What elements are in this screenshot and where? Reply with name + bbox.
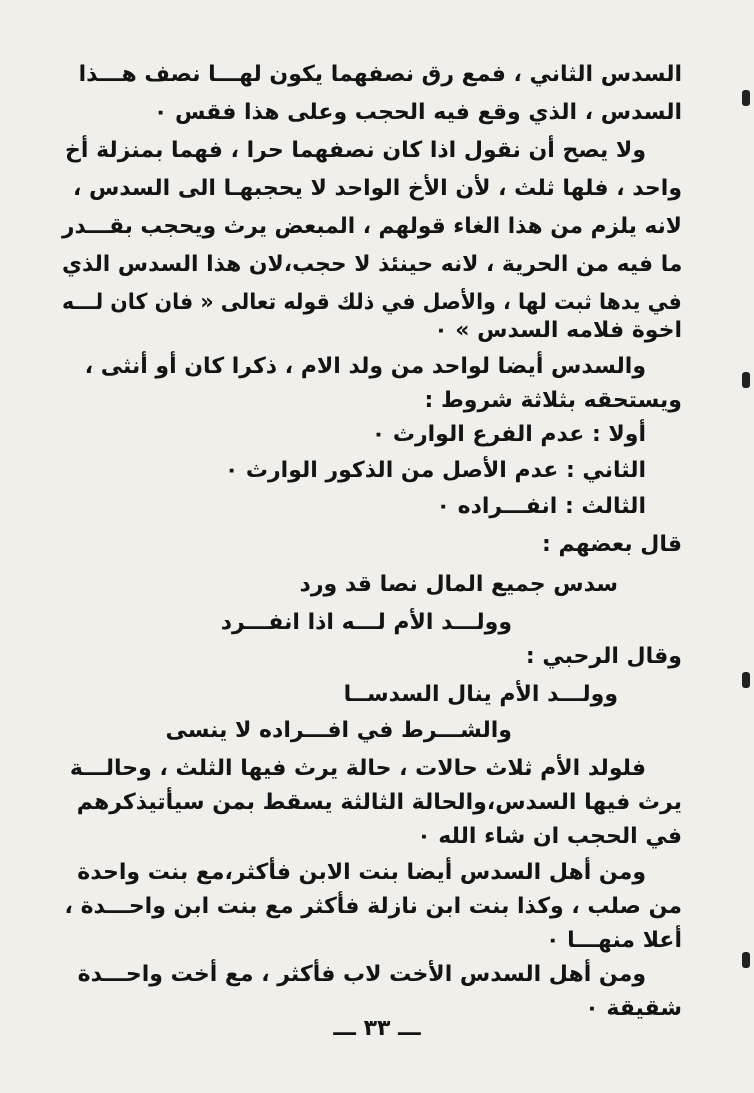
scan-edge-mark <box>742 952 750 968</box>
text-line: ومن أهل السدس أيضا بنت الابن فأكثر،مع بنت واحدة <box>77 860 646 885</box>
verse-line: والشـــرط في افـــراده لا ينسى <box>165 718 512 743</box>
scan-edge-mark <box>742 90 750 106</box>
verse-line: سدس جميع المال نصا قد ورد <box>299 572 618 597</box>
text-line: شقيقة ٠ <box>585 996 682 1021</box>
text-line: السدس الثاني ، فمع رق نصفهما يكون لهـــا نصف هـــذا <box>78 62 682 87</box>
text-line: فلولد الأم ثلاث حالات ، حالة يرث فيها الثلث ، وحالـــة <box>69 756 646 781</box>
text-line: وقال الرحبي : <box>525 644 682 669</box>
text-line: أعلا منهـــا ٠ <box>546 928 682 953</box>
text-line: أولا : عدم الفرع الوارث ٠ <box>371 422 646 447</box>
text-line: ولا يصح أن نقول اذا كان نصفهما حرا ، فهما بمنزلة أخ <box>65 138 646 163</box>
book-page <box>61 56 682 1021</box>
scan-edge-mark <box>742 672 750 688</box>
text-line: في الحجب ان شاء الله ٠ <box>417 824 682 849</box>
text-line: الثاني : عدم الأصل من الذكور الوارث ٠ <box>224 458 646 483</box>
text-line: ويستحقه بثلاثة شروط : <box>424 388 682 413</box>
text-line: الثالث : انفـــراده ٠ <box>436 494 646 519</box>
scan-edge-mark <box>742 372 750 388</box>
text-line: السدس ، الذي وقع فيه الحجب وعلى هذا فقس ٠ <box>153 100 682 125</box>
text-line: والسدس أيضا لواحد من ولد الام ، ذكرا كان أو أنثى ، <box>84 354 646 379</box>
text-line: لانه يلزم من هذا الغاء قولهم ، المبعض يرث ويحجب بقـــدر <box>62 214 682 239</box>
text-line: ومن أهل السدس الأخت لاب فأكثر ، مع أخت واحـــدة <box>77 962 646 987</box>
text-line: من صلب ، وكذا بنت ابن نازلة فأكثر مع بنت ابن واحـــدة ، <box>64 894 682 919</box>
verse-line: وولـــد الأم لـــه اذا انفـــرد <box>220 610 512 635</box>
text-line: قال بعضهم : <box>541 532 682 557</box>
text-line: يرث فيها السدس،والحالة الثالثة يسقط بمن سيأتيذكرهم <box>76 790 682 815</box>
text-line: في يدها ثبت لها ، والأصل في ذلك قوله تعالى « فان كان لـــه <box>62 290 682 315</box>
page-number: ـــ ٣٣ ـــ <box>333 1016 421 1041</box>
verse-line: وولـــد الأم ينال السدســا <box>343 682 618 707</box>
text-line: واحد ، فلها ثلث ، لأن الأخ الواحد لا يحجبهـا الى السدس ، <box>72 176 682 201</box>
text-line: اخوة فلامه السدس » ٠ <box>434 318 682 343</box>
text-line: ما فيه من الحرية ، لانه حينئذ لا حجب،لان هذا السدس الذي <box>61 252 682 277</box>
